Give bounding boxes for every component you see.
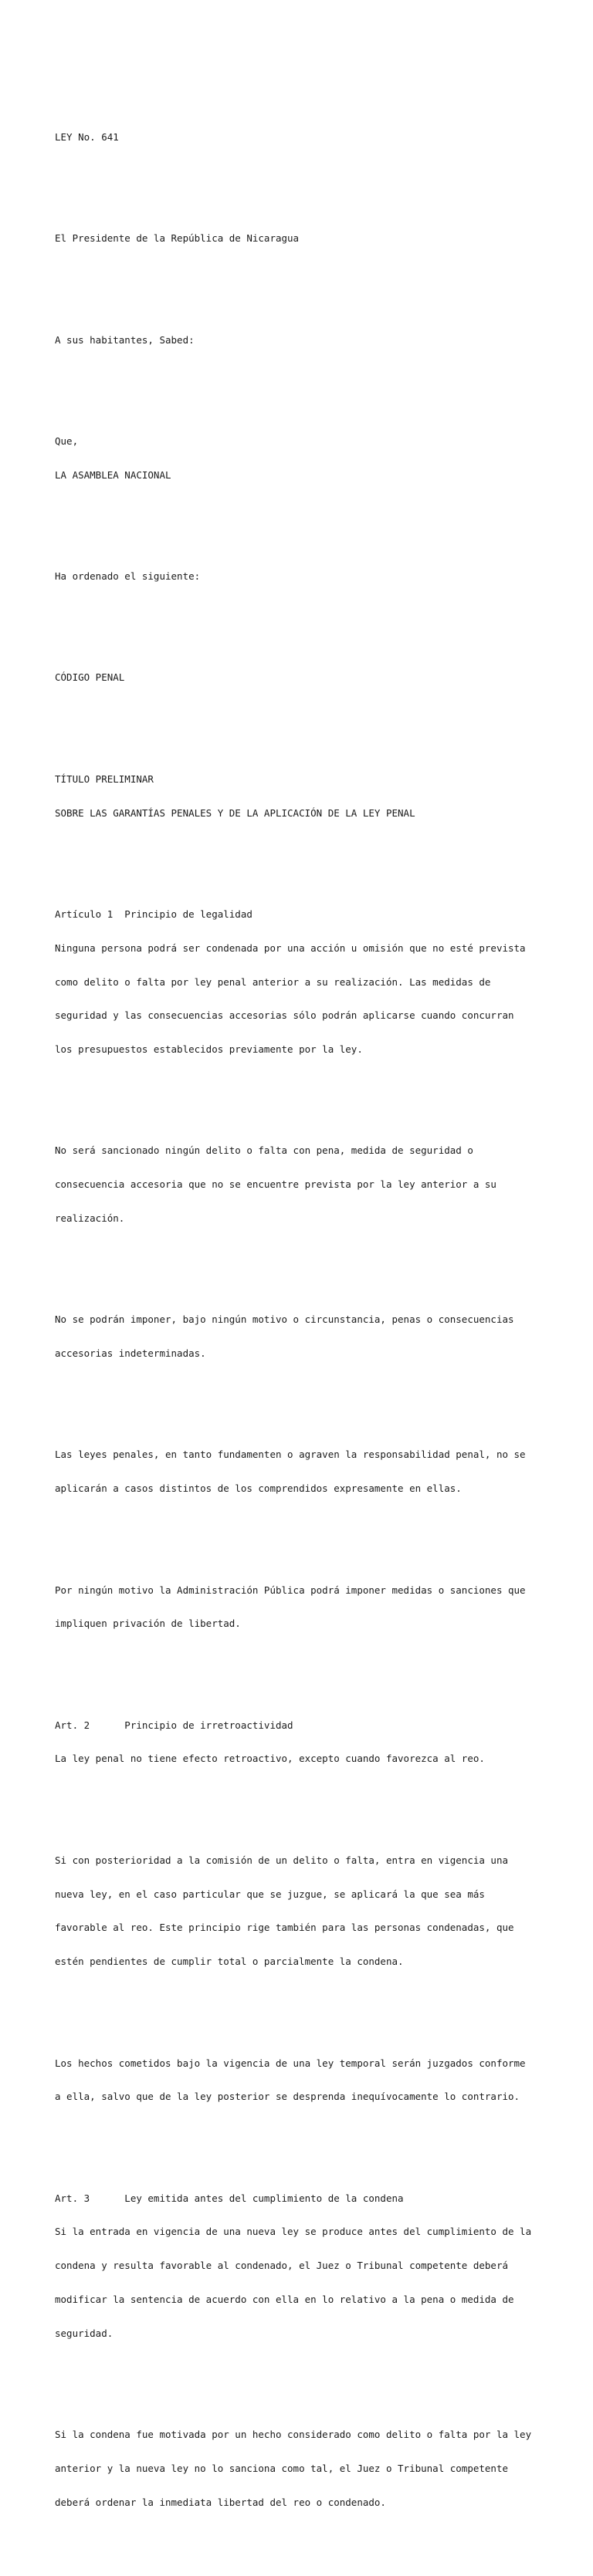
text-line: como delito o falta por ley penal anterior a su realización. Las medidas de <box>55 975 491 988</box>
law-number <box>55 110 557 166</box>
text-line: modificar la sentencia de acuerdo con ella en lo relativo a la pena o medida de <box>55 2293 514 2305</box>
document-body <box>55 76 557 2576</box>
text-line: Si la condena fue motivada por un hecho considerado como delito o falta por la ley <box>55 2429 532 2441</box>
greeting <box>55 312 557 368</box>
text-line: TÍTULO PRELIMINAR <box>55 772 154 785</box>
article-2 <box>55 1698 557 1788</box>
text-line: Por ningún motivo la Administración Pública podrá imponer medidas o sanciones que <box>55 1584 526 1596</box>
text-line: anterior y la nueva ley no lo sanciona como tal, el Juez o Tribunal competente <box>55 2462 508 2474</box>
article-heading: Art. 3 Ley emitida antes del cumplimiento de la condena <box>55 2192 404 2204</box>
text-line: favorable al reo. Este principio rige también para las personas condenadas, que <box>55 1922 514 1934</box>
text-line: estén pendientes de cumplir total o parcialmente la condena. <box>55 1956 404 1968</box>
text-line: LA ASAMBLEA NACIONAL <box>55 468 171 481</box>
text-line: No se podrán imponer, bajo ningún motivo o circunstancia, penas o consecuencias <box>55 1313 514 1326</box>
text-line: Las leyes penales, en tanto fundamenten o agraven la responsabilidad penal, no se <box>55 1449 526 1461</box>
preliminary-title <box>55 752 557 842</box>
text-line: La ley penal no tiene efecto retroactivo, excepto cuando favorezca al reo. <box>55 1753 485 1765</box>
paragraph <box>55 2407 557 2531</box>
text-line: seguridad. <box>55 2327 114 2339</box>
article-heading: Art. 2 Principio de irretroactividad <box>55 1719 293 1731</box>
text-line: Si la entrada en vigencia de una nueva ley se produce antes del cumplimiento de la <box>55 2226 532 2238</box>
text-line: A sus habitantes, Sabed: <box>55 333 195 346</box>
text-line: consecuencia accesoria que no se encuentre prevista por la ley anterior a su <box>55 1178 496 1191</box>
paragraph <box>55 1562 557 1652</box>
text-line: seguridad y las consecuencias accesorias sólo podrán aplicarse cuando concurran <box>55 1009 514 1022</box>
text-line: No será sancionado ningún delito o falta con pena, medida de seguridad o <box>55 1144 473 1157</box>
assembly-heading <box>55 414 557 504</box>
paragraph <box>55 1427 557 1517</box>
code-title <box>55 650 557 706</box>
text-line: El Presidente de la República de Nicaragua <box>55 232 300 245</box>
paragraph <box>55 2035 557 2125</box>
ordered-line <box>55 549 557 605</box>
text-line: Ninguna persona podrá ser condenada por una acción u omisión que no esté prevista <box>55 941 526 954</box>
paragraph <box>55 1123 557 1247</box>
text-line: nueva ley, en el caso particular que se juzgue, se aplicará la que sea más <box>55 1888 485 1900</box>
text-line: SOBRE LAS GARANTÍAS PENALES Y DE LA APLICACIÓN DE LA LEY PENAL <box>55 806 415 819</box>
text-line: realización. <box>55 1212 125 1224</box>
president-heading <box>55 211 557 267</box>
text-line: deberá ordenar la inmediata libertad del reo o condenado. <box>55 2496 386 2508</box>
text-line: CÓDIGO PENAL <box>55 671 125 684</box>
text-line: impliquen privación de libertad. <box>55 1618 241 1630</box>
article-heading: Artículo 1 Principio de legalidad <box>55 908 252 920</box>
paragraph <box>55 1833 557 1990</box>
text-line: a ella, salvo que de la ley posterior se desprenda inequívocamente lo contrario. <box>55 2091 520 2103</box>
text-line: los presupuestos establecidos previamente por la ley. <box>55 1043 363 1056</box>
text-line: Si con posterioridad a la comisión de un delito o falta, entra en vigencia una <box>55 1854 508 1866</box>
paragraph <box>55 1292 557 1382</box>
text-line: Que, <box>55 435 79 447</box>
text-line: LEY No. 641 <box>55 130 119 143</box>
text-line: accesorias indeterminadas. <box>55 1347 206 1360</box>
text-line: Ha ordenado el siguiente: <box>55 570 201 583</box>
article-1 <box>55 887 557 1078</box>
text-line: aplicarán a casos distintos de los comprendidos expresamente en ellas. <box>55 1482 462 1495</box>
text-line: Los hechos cometidos bajo la vigencia de una ley temporal serán juzgados conforme <box>55 2057 526 2069</box>
article-3 <box>55 2170 557 2361</box>
text-line: condena y resulta favorable al condenado, el Juez o Tribunal competente deberá <box>55 2260 508 2272</box>
